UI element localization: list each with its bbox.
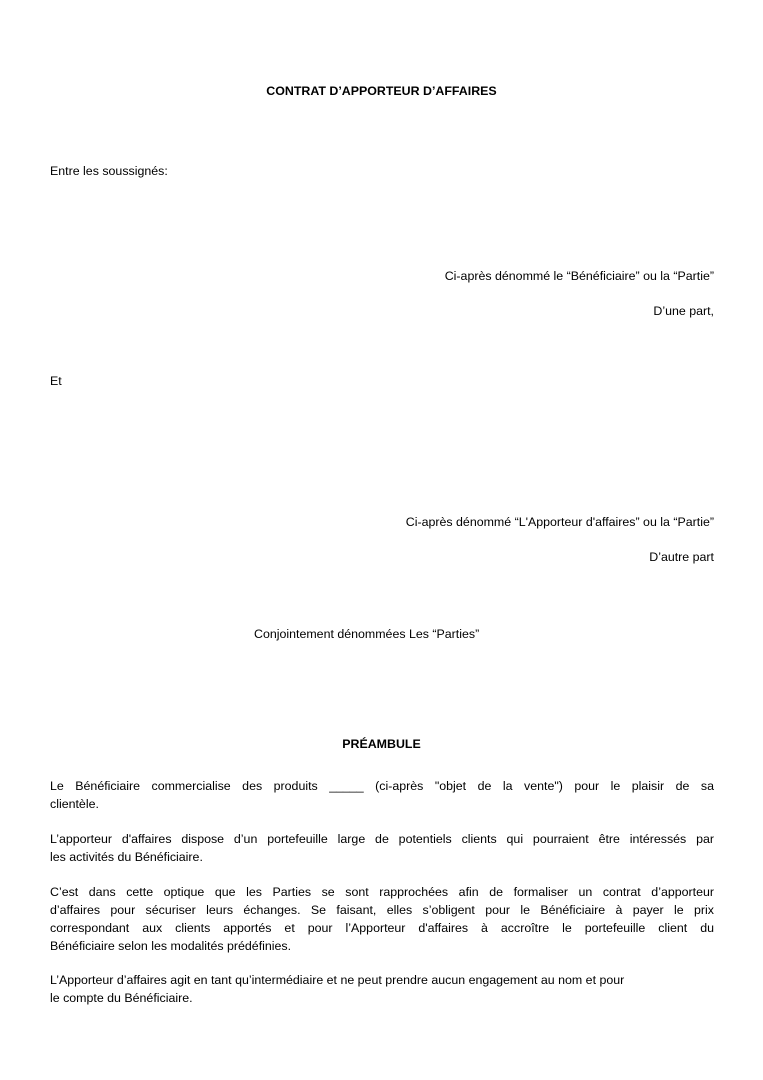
jointly-designation: Conjointement dénommées Les “Parties” — [254, 627, 480, 641]
paragraph-line: correspondant aux clients apportés et pour l’Apporteur d'affaires à accroître le portefeuille client du — [50, 921, 714, 935]
paragraph-line: Bénéficiaire selon les modalités prédéfinies. — [50, 939, 292, 953]
preamble-paragraph — [50, 971, 714, 1007]
beneficiaire-designation: Ci-après dénommé le “Bénéficiaire” ou la “Partie” — [444, 269, 714, 283]
preamble-paragraph — [50, 777, 714, 813]
paragraph-line: C’est dans cette optique que les Parties se sont rapprochées afin de formaliser un contrat d’apporteur — [50, 885, 714, 899]
preamble-heading: PRÉAMBULE — [342, 737, 421, 751]
apporteur-designation: Ci-après dénommé “L'Apporteur d'affaires” ou la “Partie” — [405, 515, 714, 529]
paragraph-line: L’apporteur d'affaires dispose d’un portefeuille large de potentiels clients qui pourraient être intéressés par — [50, 832, 714, 846]
paragraph-line: les activités du Bénéficiaire. — [50, 850, 203, 864]
paragraph-line: L’Apporteur d’affaires agit en tant qu’intermédiaire et ne peut prendre aucun engagement au nom et pour — [50, 973, 625, 987]
and-label: Et — [50, 374, 62, 388]
paragraph-line: d’affaires pour sécuriser leurs échanges. Se faisant, elles s’obligent pour le Bénéficiaire à payer le prix — [50, 903, 714, 917]
paragraph-line: clientèle. — [50, 797, 99, 811]
preamble-paragraph — [50, 883, 714, 955]
document-title: CONTRAT D’APPORTEUR D’AFFAIRES — [266, 84, 497, 98]
paragraph-line: Le Bénéficiaire commercialise des produits _____ (ci-après "objet de la vente") pour le plaisir de sa — [50, 779, 714, 793]
paragraph-line: le compte du Bénéficiaire. — [50, 991, 193, 1005]
first-part-label: D’une part, — [653, 304, 714, 318]
parties-intro: Entre les soussignés: — [50, 164, 168, 178]
second-part-label: D’autre part — [649, 550, 714, 564]
preamble-paragraph — [50, 830, 714, 866]
